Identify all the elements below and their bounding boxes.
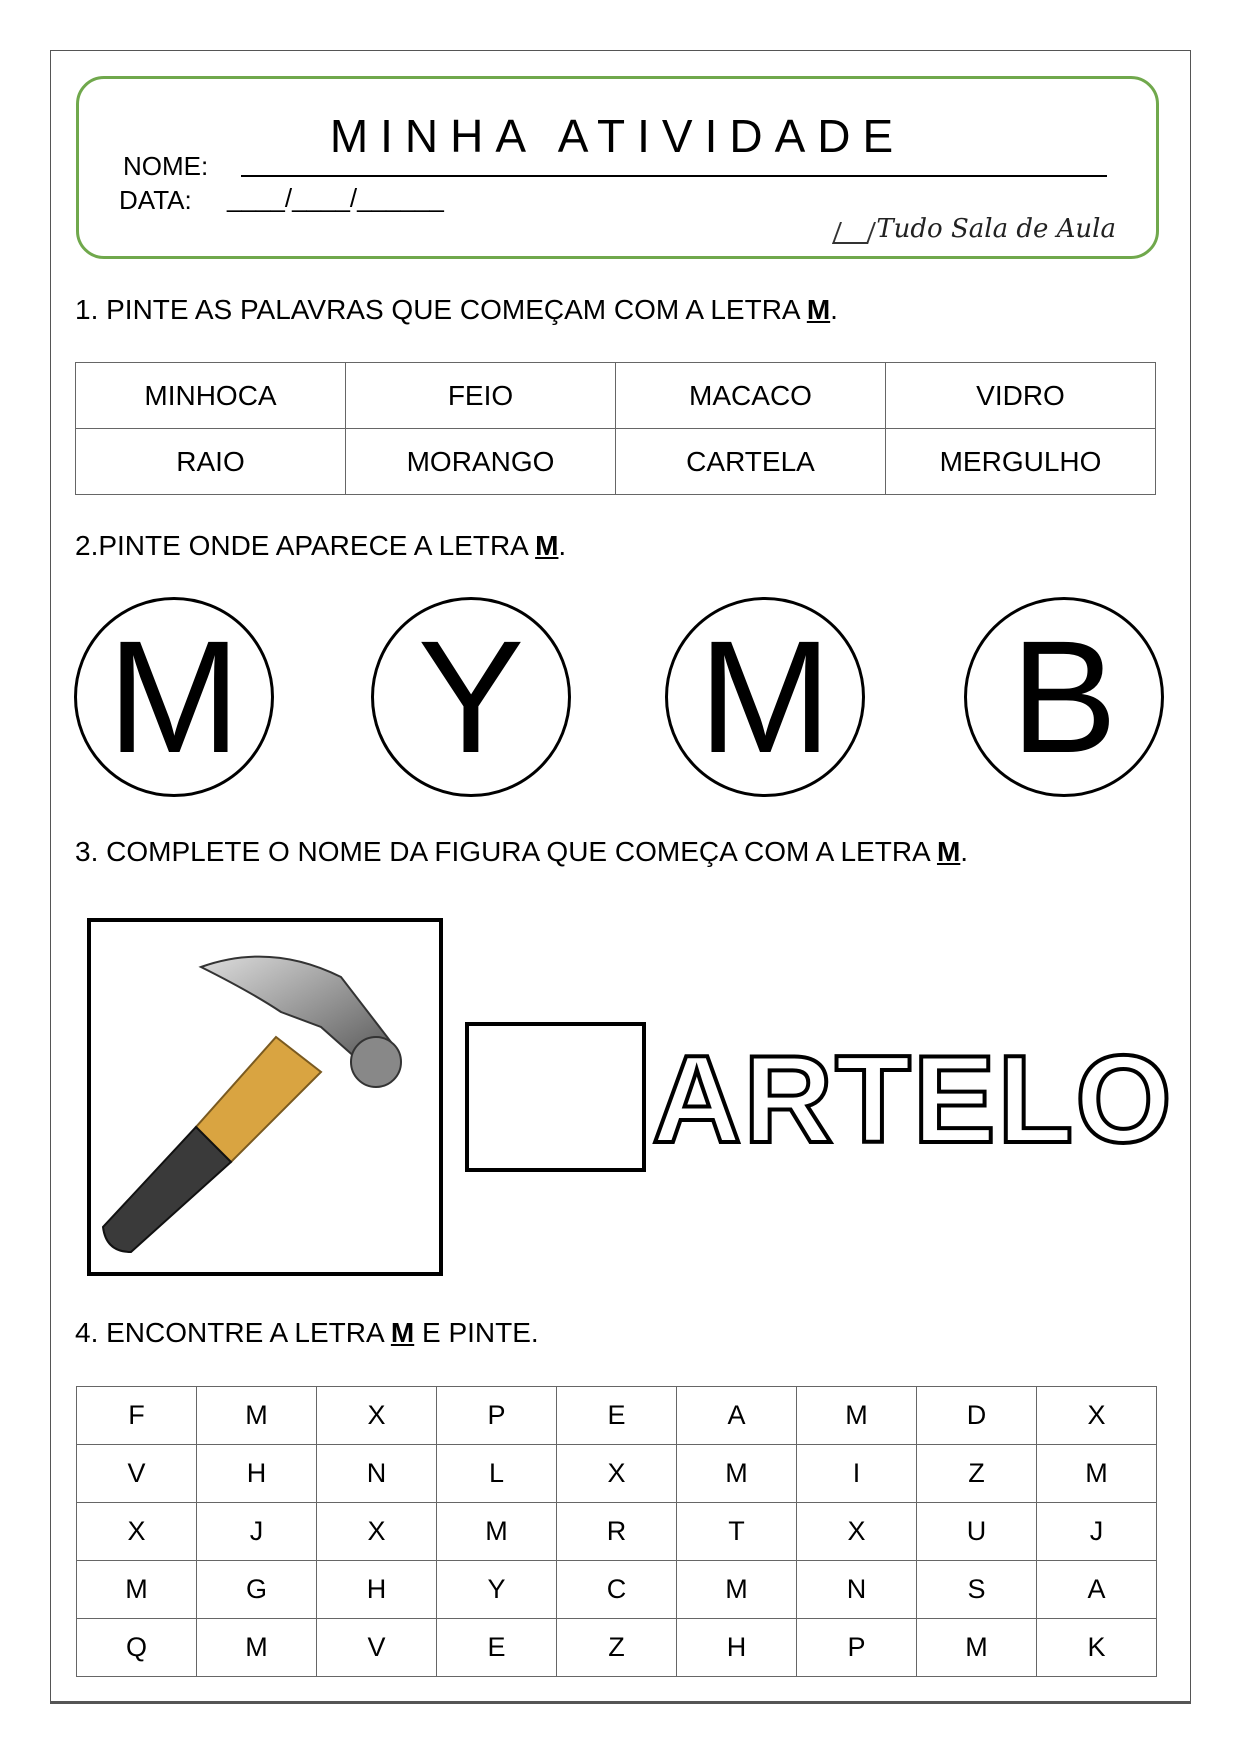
name-label: NOME: (123, 151, 209, 181)
letter-cell[interactable]: X (797, 1503, 917, 1561)
letter-cell[interactable]: M (1037, 1445, 1157, 1503)
date-label: DATA: (119, 185, 192, 215)
hammer-icon (91, 922, 439, 1272)
letter-cell[interactable]: N (797, 1561, 917, 1619)
letter-cell[interactable]: P (797, 1619, 917, 1677)
word-cell[interactable]: FEIO (346, 363, 616, 429)
question-2: 2.PINTE ONDE APARECE A LETRA M. (75, 530, 567, 561)
letter-circle[interactable]: M (74, 597, 274, 797)
word-rest: ARTELO (652, 1031, 1174, 1169)
letter-cell[interactable]: Z (917, 1445, 1037, 1503)
word-cell[interactable]: CARTELA (616, 429, 886, 495)
letter-cell[interactable]: A (1037, 1561, 1157, 1619)
word-cell[interactable]: RAIO (76, 429, 346, 495)
header-box (76, 76, 1159, 259)
question-3: 3. COMPLETE O NOME DA FIGURA QUE COMEÇA COM A LETRA M. (75, 836, 969, 867)
logo-text: Tudo Sala de Aula (876, 214, 1116, 244)
letter-cell[interactable]: H (677, 1619, 797, 1677)
letter-cell[interactable]: M (677, 1445, 797, 1503)
letter-cell[interactable]: V (317, 1619, 437, 1677)
question-1: 1. PINTE AS PALAVRAS QUE COMEÇAM COM A LETRA M. (75, 294, 838, 325)
letter-cell[interactable]: E (557, 1387, 677, 1445)
letter-cell[interactable]: X (317, 1503, 437, 1561)
words-table (75, 362, 1156, 495)
word-cell[interactable]: MORANGO (346, 429, 616, 495)
word-cell[interactable]: MINHOCA (76, 363, 346, 429)
table-row (76, 429, 1156, 495)
letter-cell[interactable]: M (437, 1503, 557, 1561)
letter-cell[interactable]: V (77, 1445, 197, 1503)
letter-cell[interactable]: Z (557, 1619, 677, 1677)
letter-circle[interactable]: Y (371, 597, 571, 797)
letter-cell[interactable]: N (317, 1445, 437, 1503)
letter-cell[interactable]: Q (77, 1619, 197, 1677)
book-icon (832, 222, 876, 244)
letter-cell[interactable]: Y (437, 1561, 557, 1619)
date-field[interactable]: ____/____/______ (227, 183, 444, 213)
letter-cell[interactable]: M (197, 1387, 317, 1445)
logo (836, 214, 1116, 244)
page-title: MINHA ATIVIDADE (329, 110, 906, 162)
letter-cell[interactable]: M (917, 1619, 1037, 1677)
letter-cell[interactable]: S (917, 1561, 1037, 1619)
letter-cell[interactable]: L (437, 1445, 557, 1503)
letter-grid (76, 1386, 1157, 1677)
grid-row (77, 1503, 1157, 1561)
letter-cell[interactable]: X (317, 1387, 437, 1445)
word-cell[interactable]: VIDRO (886, 363, 1156, 429)
letter-cell[interactable]: I (797, 1445, 917, 1503)
letter-circle[interactable]: M (665, 597, 865, 797)
letter-cell[interactable]: H (317, 1561, 437, 1619)
grid-row (77, 1619, 1157, 1677)
grid-row (77, 1445, 1157, 1503)
letter-cell[interactable]: T (677, 1503, 797, 1561)
word-cell[interactable]: MERGULHO (886, 429, 1156, 495)
letter-cell[interactable]: G (197, 1561, 317, 1619)
letter-cell[interactable]: X (557, 1445, 677, 1503)
letter-cell[interactable]: A (677, 1387, 797, 1445)
letter-cell[interactable]: C (557, 1561, 677, 1619)
letter-cell[interactable]: M (677, 1561, 797, 1619)
letter-cell[interactable]: X (1037, 1387, 1157, 1445)
letter-cell[interactable]: M (797, 1387, 917, 1445)
letter-cell[interactable]: M (77, 1561, 197, 1619)
question-4: 4. ENCONTRE A LETRA M E PINTE. (75, 1317, 539, 1348)
letter-cell[interactable]: M (197, 1619, 317, 1677)
letter-cell[interactable]: U (917, 1503, 1037, 1561)
table-row (76, 363, 1156, 429)
letter-cell[interactable]: J (1037, 1503, 1157, 1561)
hammer-image (87, 918, 443, 1276)
grid-row (77, 1561, 1157, 1619)
grid-row (77, 1387, 1157, 1445)
letter-cell[interactable]: E (437, 1619, 557, 1677)
letter-cell[interactable]: P (437, 1387, 557, 1445)
letter-cell[interactable]: H (197, 1445, 317, 1503)
letter-cell[interactable]: K (1037, 1619, 1157, 1677)
name-field[interactable] (241, 175, 1107, 177)
letter-circle[interactable]: B (964, 597, 1164, 797)
letter-cell[interactable]: D (917, 1387, 1037, 1445)
answer-box[interactable] (465, 1022, 646, 1172)
letter-cell[interactable]: F (77, 1387, 197, 1445)
letter-cell[interactable]: J (197, 1503, 317, 1561)
letter-cell[interactable]: X (77, 1503, 197, 1561)
word-cell[interactable]: MACACO (616, 363, 886, 429)
letter-cell[interactable]: R (557, 1503, 677, 1561)
